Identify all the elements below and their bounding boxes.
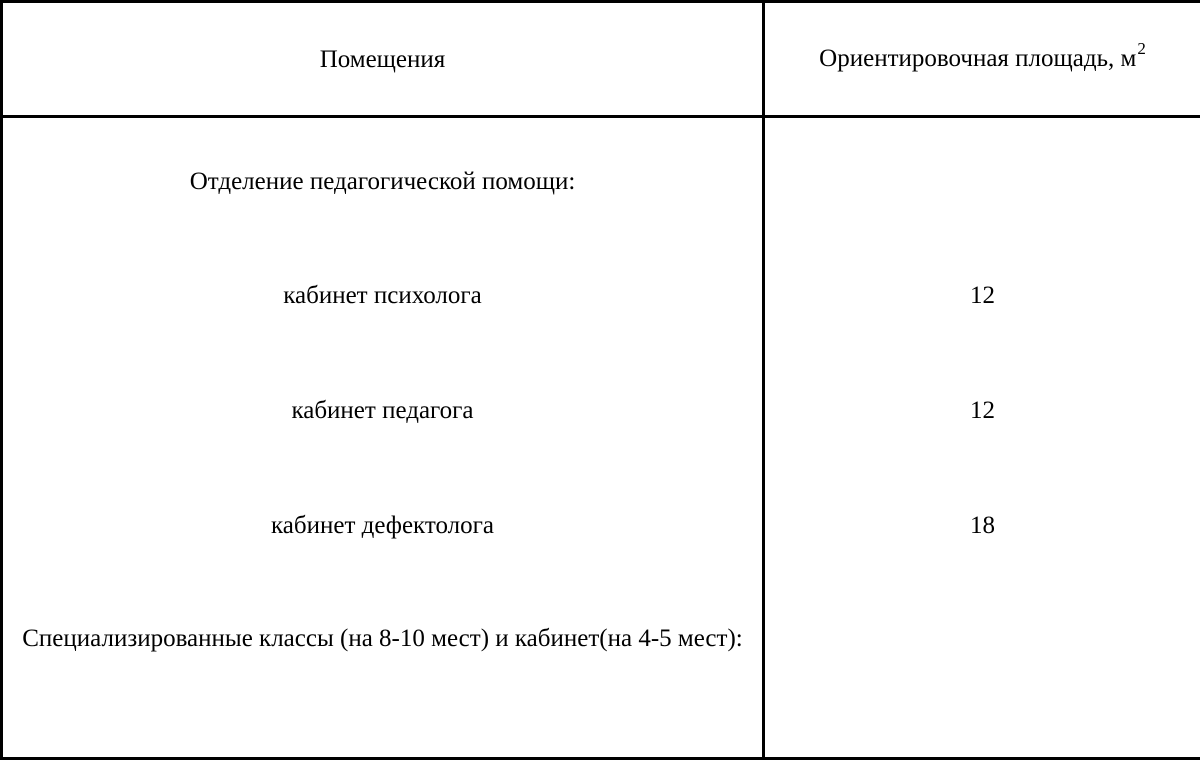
header-rooms: [2, 2, 764, 117]
table-row-room: Специализированные классы (на 8-10 мест) и кабинет(на 4-5 мест):: [3, 621, 762, 656]
table-body-row: [2, 117, 1200, 759]
table-header-row: [2, 2, 1200, 117]
header-rooms-label: Помещения: [320, 46, 446, 73]
table-row-area: 12: [765, 278, 1200, 313]
table-row-area: 12: [765, 393, 1200, 428]
header-area-superscript: 2: [1137, 39, 1146, 58]
area-column-cell: [764, 117, 1200, 759]
table-row-area: 18: [765, 508, 1200, 543]
table-row-room: кабинет психолога: [3, 278, 762, 313]
table-row-room: кабинет педагога: [3, 393, 762, 428]
rooms-column-cell: [2, 117, 764, 759]
header-area: [764, 2, 1200, 117]
table-row-room: Отделение педагогической помощи:: [3, 164, 762, 199]
table-row-room: кабинет дефектолога: [3, 508, 762, 543]
header-area-label: Ориентировочная площадь, м: [819, 45, 1136, 72]
